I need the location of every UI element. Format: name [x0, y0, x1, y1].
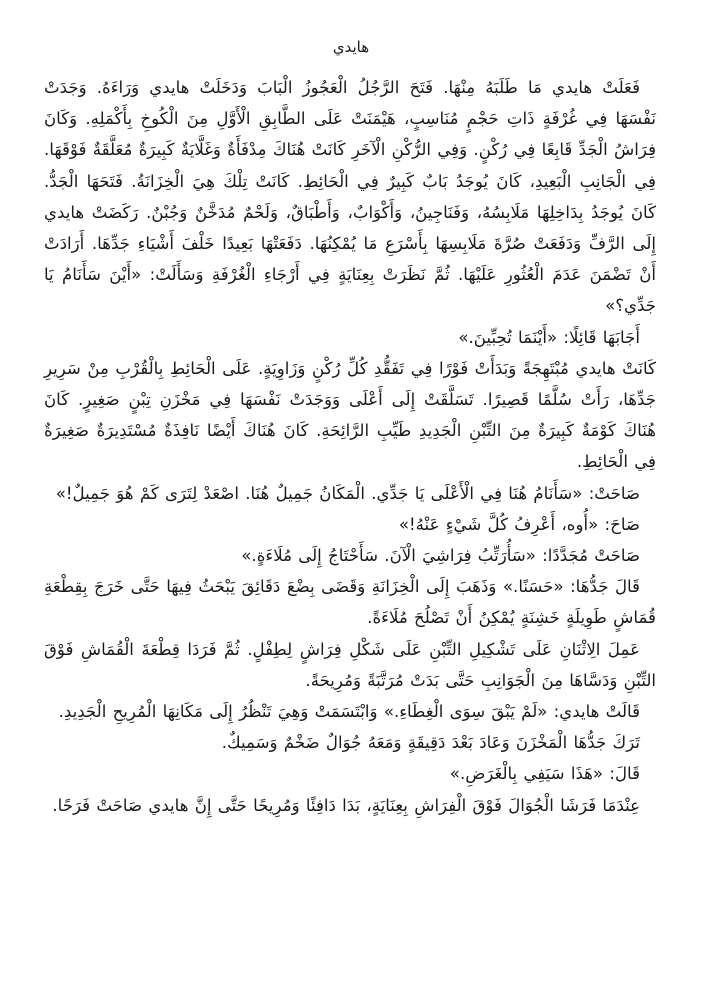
paragraph: قَالَ: «هَذَا سَيَفِي بِالْغَرَضِ.» [449, 764, 640, 784]
paragraph: صَاحَتْ: «سَأَنَامُ هُنَا فِي الْأَعْلَى يَا جَدِّي. الْمَكَانُ جَمِيلٌ هُنَا. اصْعَدْ لِتَرَى كَمْ هُوَ جَمِيلٌ!» [55, 483, 640, 503]
paragraph: صَاحَ: «أُوه، أَعْرِفُ كُلَّ شَيْءٍ عَنْهُ!» [398, 514, 640, 534]
paragraph: فَعَلَتْ هايدي مَا طَلَبَهُ مِنْهَا. فَتَحَ الرَّجُلُ الْعَجُوزُ الْبَابَ وَدَخَلَتْ هايدي وَرَاءَهُ. وَجَدَتْ نَفْسَهَا فِي غُرْفَةٍ ذَاتِ حَجْمٍ مُنَاسِبٍ، هَيْمَنَتْ عَلَى الطَّابِقِ الْأَوَّلِ مِنَ الْكُوخِ بِأَكْمَلِهِ. وَكَانَ فِرَاشُ الْجَدِّ قَابِعًا فِي رُكْنٍ. وَفِي الرُّكْنِ الْآخَرِ كَانَتْ هُنَاكَ مِدْفَأَةٌ وَغَلَّايَةٌ كَبِيرَةٌ مُعَلَّقَةٌ فَوْقَهَا. فِي الْجَانِبِ الْبَعِيدِ، كَانَ يُوجَدُ بَابٌ كَبِيرٌ فِي الْحَائِطِ. كَانَتْ تِلْكَ هِيَ الْخِزَانَةُ. فَتَحَهَا الْجَدُّ. كَانَ يُوجَدُ بِدَاخِلِهَا مَلَابِسُهُ، وَفَنَاجِينُ، وَأَكْوَابٌ، وَأَطْبَاقٌ، وَلَحْمٌ مُدَخَّنٌ وَجُبْنٌ. رَكَضَتْ هايدي إِلَى الرَّفِّ وَدَفَعَتْ صُرَّةَ مَلَابِسِهَا بِأَسْرَعِ مَا يُمْكِنُهَا. دَفَعَتْهَا بَعِيدًا خَلْفَ أَشْيَاءِ جَدِّهَا. أَرَادَتْ أَنْ تَضْمَنَ عَدَمَ الْعُثُورِ عَلَيْهَا. ثُمَّ نَظَرَتْ بِعِنَايَةٍ فِي أَرْجَاءِ الْغُرْفَةِ وَسَأَلَتْ: «أَيْنَ سَأَنَامُ يَا جَدِّي؟» [44, 78, 656, 316]
paragraph: صَاحَتْ مُجَدَّدًا: «سَأُرَتِّبُ فِرَاشِيَ الْآنَ. سَأَحْتَاجُ إِلَى مُلَاءَةٍ.» [241, 546, 640, 566]
running-header: هايدي [332, 38, 370, 56]
paragraph: أَجَابَهَا قَائِلًا: «أَيْنَمَا تُحِبِّينَ.» [458, 327, 640, 347]
paragraph: قَالَ جَدُّهَا: «حَسَنًا.» وَذَهَبَ إِلَى الْخِزَانَةِ وَقَضَى بِضْعَ دَقَائِقَ يَبْحَثُ فِيهَا حَتَّى خَرَجَ بِقِطْعَةِ قُمَاشٍ طَوِيلَةٍ خَشِنَةٍ يُمْكِنُ أَنْ تَصْلُحَ مُلَاءَةً. [44, 577, 656, 628]
paragraph: تَرَكَ جَدُّهَا الْمَخْزَنَ وَعَادَ بَعْدَ دَقِيقَةٍ وَمَعَهُ جُوَالٌ ضَخْمٌ وَسَمِيكٌ. [221, 733, 640, 753]
paragraph: كَانَتْ هايدي مُبْتَهِجَةً وَبَدَأَتْ فَوْرًا فِي تَفَقُّدِ كُلِّ رُكْنٍ وَزَاوِيَةٍ. عَلَى الْحَائِطِ بِالْقُرْبِ مِنْ سَرِيرِ جَدِّهَا، رَأَتْ سُلَّمًا قَصِيرًا. تَسَلَّقَتْ إِلَى أَعْلَى وَوَجَدَتْ نَفْسَهَا فِي مَخْزَنِ تِبْنٍ صَغِيرٍ. كَانَ هُنَاكَ كَوْمَةٌ كَبِيرَةٌ مِنَ التِّبْنِ الْجَدِيدِ طَيِّبِ الرَّائِحَةِ. كَانَ هُنَاكَ أَيْضًا نَافِذَةٌ مُسْتَدِيرَةٌ صَغِيرَةٌ فِي الْحَائِطِ. [44, 358, 656, 472]
paragraph: عِنْدَمَا فَرَشَا الْجُوَالَ فَوْقَ الْفِرَاشِ بِعِنَايَةٍ، بَدَا دَافِئًا وَمُرِيحًا حَتَّى إِنَّ هايدي صَاحَتْ فَرَحًا. [52, 795, 640, 815]
paragraph: عَمِلَ الِاثْنَانِ عَلَى تَشْكِيلِ التِّبْنِ عَلَى شَكْلِ فِرَاشٍ لِطِفْلٍ. ثُمَّ فَرَدَا قِطْعَةَ الْقُمَاشِ فَوْقَ التِّبْنِ وَدَسَّاهَا مِنَ الْجَوَانِبِ حَتَّى بَدَتْ مُرَتَّبَةً وَمُرِيحَةً. [44, 639, 656, 690]
story-text [44, 72, 656, 821]
paragraph: قَالَتْ هايدي: «لَمْ يَبْقَ سِوَى الْغِطَاءِ.» وَابْتَسَمَتْ وَهِيَ تَنْظُرُ إِلَى مَكَانِهَا الْمُرِيحِ الْجَدِيدِ. [58, 702, 640, 722]
